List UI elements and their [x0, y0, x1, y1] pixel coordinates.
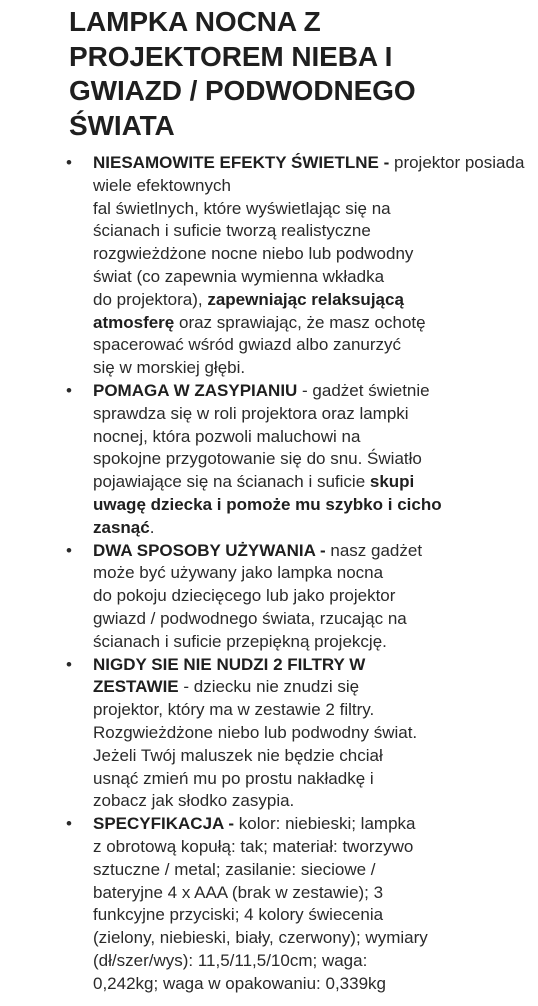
feature-text: gwiazd / podwodnego świata, rzucając na — [93, 608, 407, 628]
bullet-icon: • — [66, 540, 72, 560]
list-item — [0, 813, 538, 995]
bullet-icon: • — [66, 380, 72, 400]
feature-emphasis: atmosferę — [93, 312, 175, 332]
feature-text: projektor, który ma w zestawie 2 filtry. — [93, 700, 375, 720]
feature-text: nasz gadżet — [330, 540, 423, 560]
feature-text: kolor: niebieski; lampka — [238, 814, 416, 834]
list-item — [0, 380, 538, 540]
feature-text: nocnej, która pozwoli maluchowi na — [93, 426, 361, 446]
feature-text: spacerować wśród gwiazd albo zanurzyć — [93, 335, 402, 355]
feature-text: Rozgwieżdżone niebo lub podwodny świat. — [93, 722, 418, 742]
feature-emphasis: skupi — [369, 472, 415, 492]
feature-text: Jeżeli Twój maluszek nie będzie chciał — [93, 745, 383, 765]
feature-text: do projektora), — [93, 289, 208, 309]
feature-emphasis: zapewniając relaksującą — [207, 289, 404, 309]
feature-text: (zielony, niebieski, biały, czerwony); wymiary — [93, 928, 428, 948]
feature-text: zobacz jak słodko zasypia. — [93, 791, 295, 811]
feature-text: świat (co zapewnia wymienna wkładka — [93, 266, 385, 286]
feature-heading: POMAGA W ZASYPIANIU — [93, 380, 298, 400]
feature-text: oraz sprawiając, że masz ochotę — [174, 312, 426, 332]
feature-text: pojawiające się na ścianach i suficie — [93, 472, 370, 492]
feature-text: ścianach i suficie tworzą realistyczne — [93, 221, 371, 241]
feature-list — [0, 152, 538, 995]
feature-heading: DWA SPOSOBY UŻYWANIA - — [93, 540, 331, 560]
feature-text: rozgwieżdżone nocne niebo lub podwodny — [93, 244, 414, 264]
feature-heading: NIESAMOWITE EFEKTY ŚWIETLNE - — [93, 153, 394, 172]
bullet-icon: • — [66, 654, 72, 674]
feature-text: z obrotową kopułą: tak; materiał: tworzywo — [93, 836, 414, 856]
feature-text: 0,242kg; waga w opakowaniu: 0,339kg — [93, 973, 386, 993]
feature-emphasis: zasnąć — [93, 517, 150, 537]
feature-text: spokojne przygotowanie się do snu. Światło — [93, 449, 422, 469]
feature-text: bateryjne 4 x AAA (brak w zestawie); 3 — [93, 882, 384, 902]
feature-text: - gadżet świetnie — [297, 380, 430, 400]
feature-text: - dziecku nie znudzi się — [178, 677, 360, 697]
feature-text: sprawdza się w roli projektora oraz lampki — [93, 403, 409, 423]
list-item — [0, 152, 538, 380]
feature-text: funkcyjne przyciski; 4 kolory świecenia — [93, 905, 384, 925]
feature-text: (dł/szer/wys): 11,5/11,5/10cm; waga: — [93, 950, 368, 970]
feature-text: ścianach i suficie przepiękną projekcję. — [93, 631, 387, 651]
feature-text: usnąć zmień mu po prostu nakładkę i — [93, 768, 374, 788]
feature-emphasis: uwagę dziecka i pomoże mu szybko i cicho — [93, 494, 442, 514]
feature-heading: NIGDY SIE NIE NUDZI 2 FILTRY W — [93, 654, 366, 674]
page-title: LAMPKA NOCNA Z PROJEKTOREM NIEBA I GWIAZD / PODWODNEGO ŚWIATA — [69, 6, 416, 141]
feature-heading: ZESTAWIE — [93, 677, 179, 697]
feature-text: . — [149, 517, 155, 537]
feature-text: może być używany jako lampka nocna — [93, 563, 384, 583]
bullet-icon: • — [66, 814, 72, 834]
feature-text: projektor posiada wiele efektownych — [93, 153, 525, 195]
bullet-icon: • — [66, 153, 72, 172]
list-item — [0, 654, 538, 814]
feature-text: do pokoju dziecięcego lub jako projektor — [93, 586, 396, 606]
feature-text: się w morskiej głębi. — [93, 358, 246, 378]
list-item — [0, 540, 538, 654]
feature-text: fal świetlnych, które wyświetlając się na — [93, 198, 391, 218]
feature-text: sztuczne / metal; zasilanie: sieciowe / — [93, 859, 376, 879]
feature-heading: SPECYFIKACJA - — [93, 814, 239, 834]
